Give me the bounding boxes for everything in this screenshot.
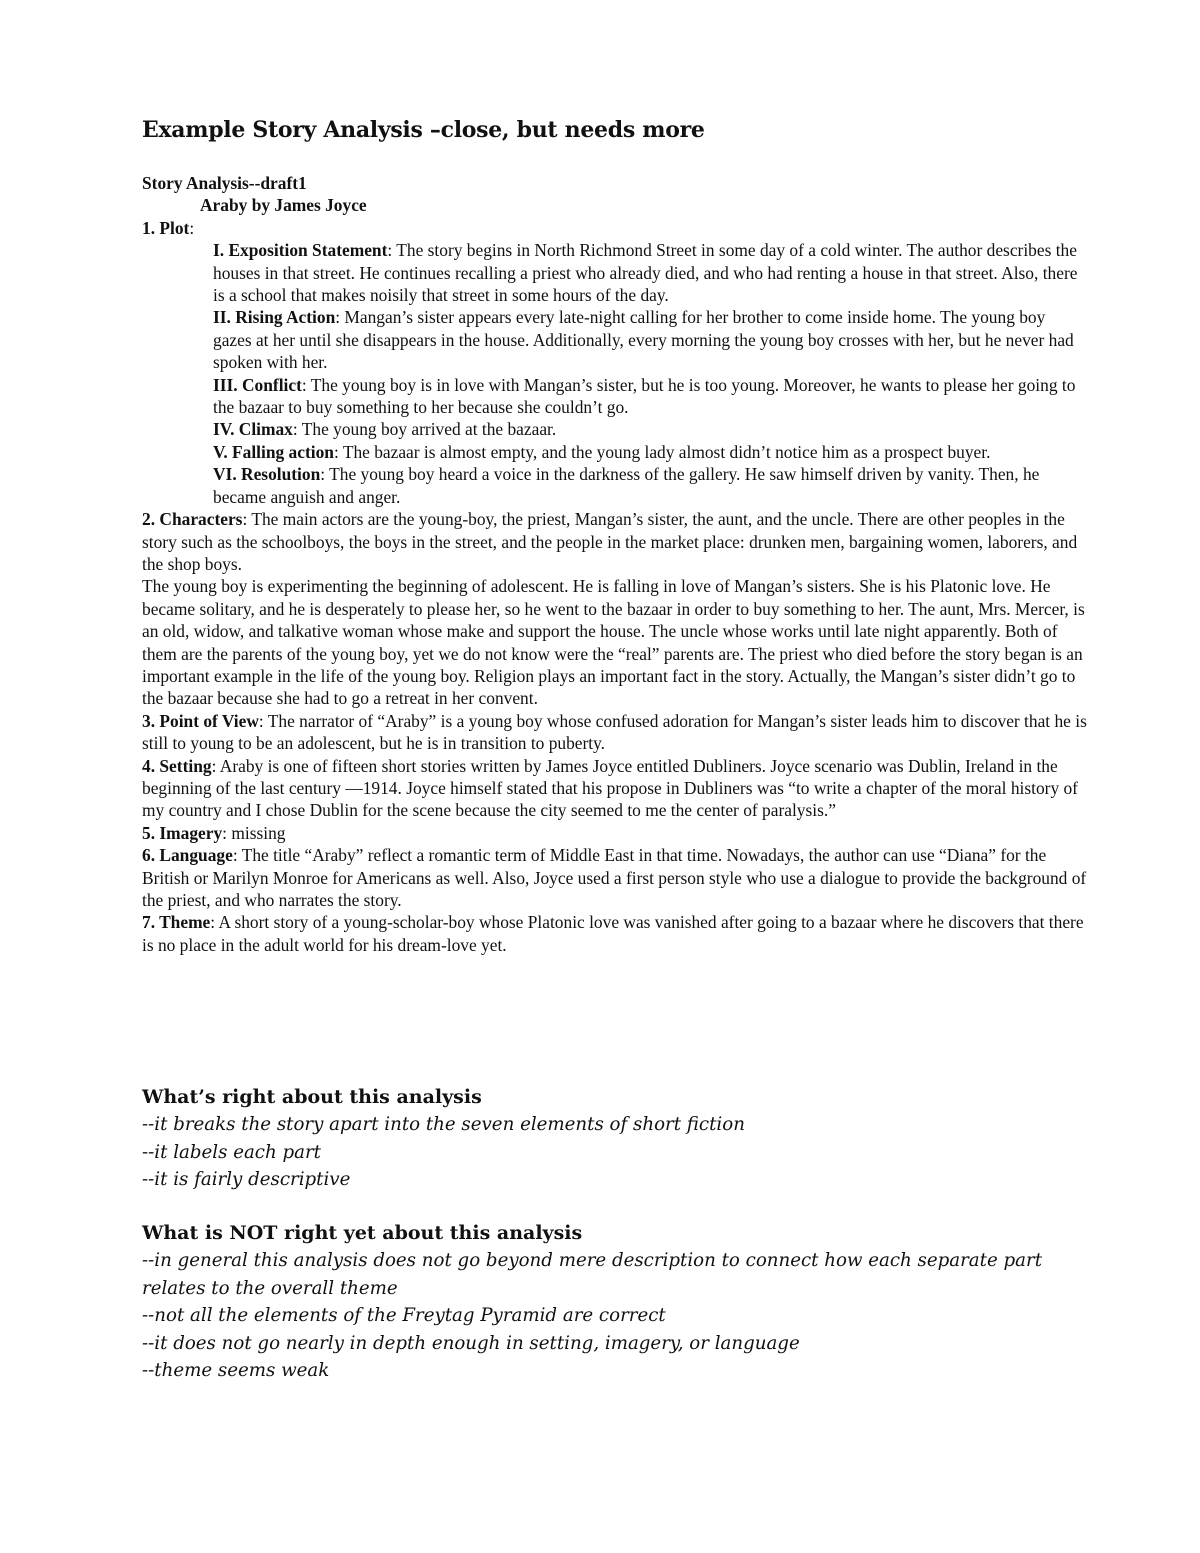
point-of-view-text: : The narrator of “Araby” is a young boy whose confused adoration for Mangan’s sister leads him to discover that he is still to young to be an adolescent, but he is in transition to puberty. <box>142 710 1087 754</box>
theme-section <box>142 911 1087 956</box>
plot-item-conflict <box>142 374 1087 419</box>
plot-heading: 1. Plot: <box>142 217 195 238</box>
plot-item-label: V. Falling action <box>213 441 334 462</box>
plot-item-text: : The young boy heard a voice in the darkness of the gallery. He saw himself driven by vanity. Then, he became anguish and anger. <box>213 464 1040 507</box>
feedback-right-section <box>142 1083 1092 1194</box>
list-item: --it is fairly descriptive <box>142 1169 351 1191</box>
feedback-wrong-heading: What is NOT right yet about this analysis <box>142 1222 583 1244</box>
language-text: : The title “Araby” reflect a romantic term of Middle East in that time. Nowadays, the author can use “Diana” for the British or Marilyn Monroe for Americans as well. Also, Joyce used a first person style who use a dialogue to provide the background of the priest, and who narrates the story. <box>142 845 1087 910</box>
list-item: --it labels each part <box>142 1141 321 1163</box>
plot-item-text: : The bazaar is almost empty, and the young lady almost didn’t notice him as a prospect buyer. <box>333 441 991 462</box>
plot-item-label: II. Rising Action <box>213 307 336 328</box>
feedback-wrong-list <box>142 1247 1092 1385</box>
plot-item-label: VI. Resolution <box>213 464 321 485</box>
characters-paragraph: The young boy is experimenting the beginning of adolescent. He is falling in love of Mangan’s sisters. She is his Platonic love. He became solitary, and he is desperately to please her, so he went to the bazaar in order to buy something to her. The aunt, Mrs. Mercer, is an old, widow, and talkative woman whose make and support the house. The uncle whose works until late night apparently. Both of them are the parents of the young boy, yet we do not know were the “real” parents are. The priest who died before the story began is an important example in the life of the young boy. Religion plays an important fact in the story. Actually, the Mangan’s sister didn’t go to the bazaar because she had to go a retreat in her convent. <box>142 576 1085 709</box>
list-item: --it breaks the story apart into the seven elements of short fiction <box>142 1114 745 1135</box>
story-title-line: Araby by James Joyce <box>200 195 367 216</box>
theme-label: 7. Theme <box>142 912 211 933</box>
plot-item-text: : Mangan’s sister appears every late-night calling for her brother to come inside home. The young boy gazes at her until she disappears in the house. Additionally, every morning the young boy crosses with her, but he never had spoken with her. <box>213 307 1074 373</box>
plot-item-exposition <box>142 239 1087 306</box>
plot-item-text: : The story begins in North Richmond Street in some day of a cold winter. The author describes the houses in that street. He continues recalling a priest who already died, and who had renting a house in that street. Also, there is a school that makes noisily that street in some hours of the day. <box>213 240 1078 306</box>
setting-text: : Araby is one of fifteen short stories written by James Joyce entitled Dubliners. Joyce scenario was Dublin, Ireland in the beginning of the last century —1914. Joyce himself stated that his propose in Dubliners was “to write a chapter of the moral history of my country and I chose Dublin for the scene because the city seemed to me the center of paralysis.” <box>142 755 1078 821</box>
feedback-right-heading: What’s right about this analysis <box>142 1086 482 1108</box>
language-section <box>142 844 1087 911</box>
imagery-text: : missing <box>222 822 286 843</box>
setting-section <box>142 755 1087 822</box>
page-title: Example Story Analysis –close, but needs more <box>142 117 705 143</box>
setting-label: 4. Setting <box>142 755 212 776</box>
feedback-wrong-section <box>142 1219 1092 1385</box>
characters-label: 2. Characters <box>142 509 243 530</box>
plot-item-rising-action <box>142 306 1087 373</box>
list-item: --it does not go nearly in depth enough in setting, imagery, or language <box>142 1332 800 1354</box>
analysis-draft <box>142 172 1087 956</box>
feedback-right-list <box>142 1111 1092 1194</box>
point-of-view-section <box>142 710 1087 755</box>
plot-item-label: IV. Climax <box>213 419 293 440</box>
plot-item-text: : The young boy is in love with Mangan’s sister, but he is too young. Moreover, he wants to please her going to the bazaar to buy something to her because she couldn’t go. <box>213 374 1076 418</box>
list-item: --theme seems weak <box>142 1360 330 1382</box>
plot-item-climax <box>142 418 1087 440</box>
characters-text: : The main actors are the young-boy, the priest, Mangan’s sister, the aunt, and the uncle. There are other peoples in the story such as the schoolboys, the boys in the street, and the people in the market place: drunken men, bargaining women, laborers, and the shop boys. <box>142 509 1078 574</box>
language-label: 6. Language <box>142 845 233 866</box>
theme-text: : A short story of a young-scholar-boy whose Platonic love was vanished after going to a bazaar where he discovers that there is no place in the adult world for his dream-love yet. <box>142 912 1084 955</box>
plot-item-text: : The young boy arrived at the bazaar. <box>292 419 557 440</box>
plot-item-resolution <box>142 463 1087 508</box>
plot-item-label: III. Conflict <box>213 374 302 395</box>
draft-subtitle: Story Analysis--draft1 <box>142 173 307 193</box>
plot-label: 1. Plot <box>142 217 190 238</box>
plot-item-label: I. Exposition Statement <box>213 240 388 261</box>
list-item: --in general this analysis does not go beyond mere description to connect how each separate part relates to the overall theme <box>142 1250 1042 1299</box>
point-of-view-label: 3. Point of View <box>142 710 259 731</box>
plot-item-falling-action <box>142 441 1087 463</box>
list-item: --not all the elements of the Freytag Pyramid are correct <box>142 1305 666 1327</box>
characters-section <box>142 508 1087 575</box>
imagery-section <box>142 822 1087 844</box>
imagery-label: 5. Imagery <box>142 822 223 843</box>
